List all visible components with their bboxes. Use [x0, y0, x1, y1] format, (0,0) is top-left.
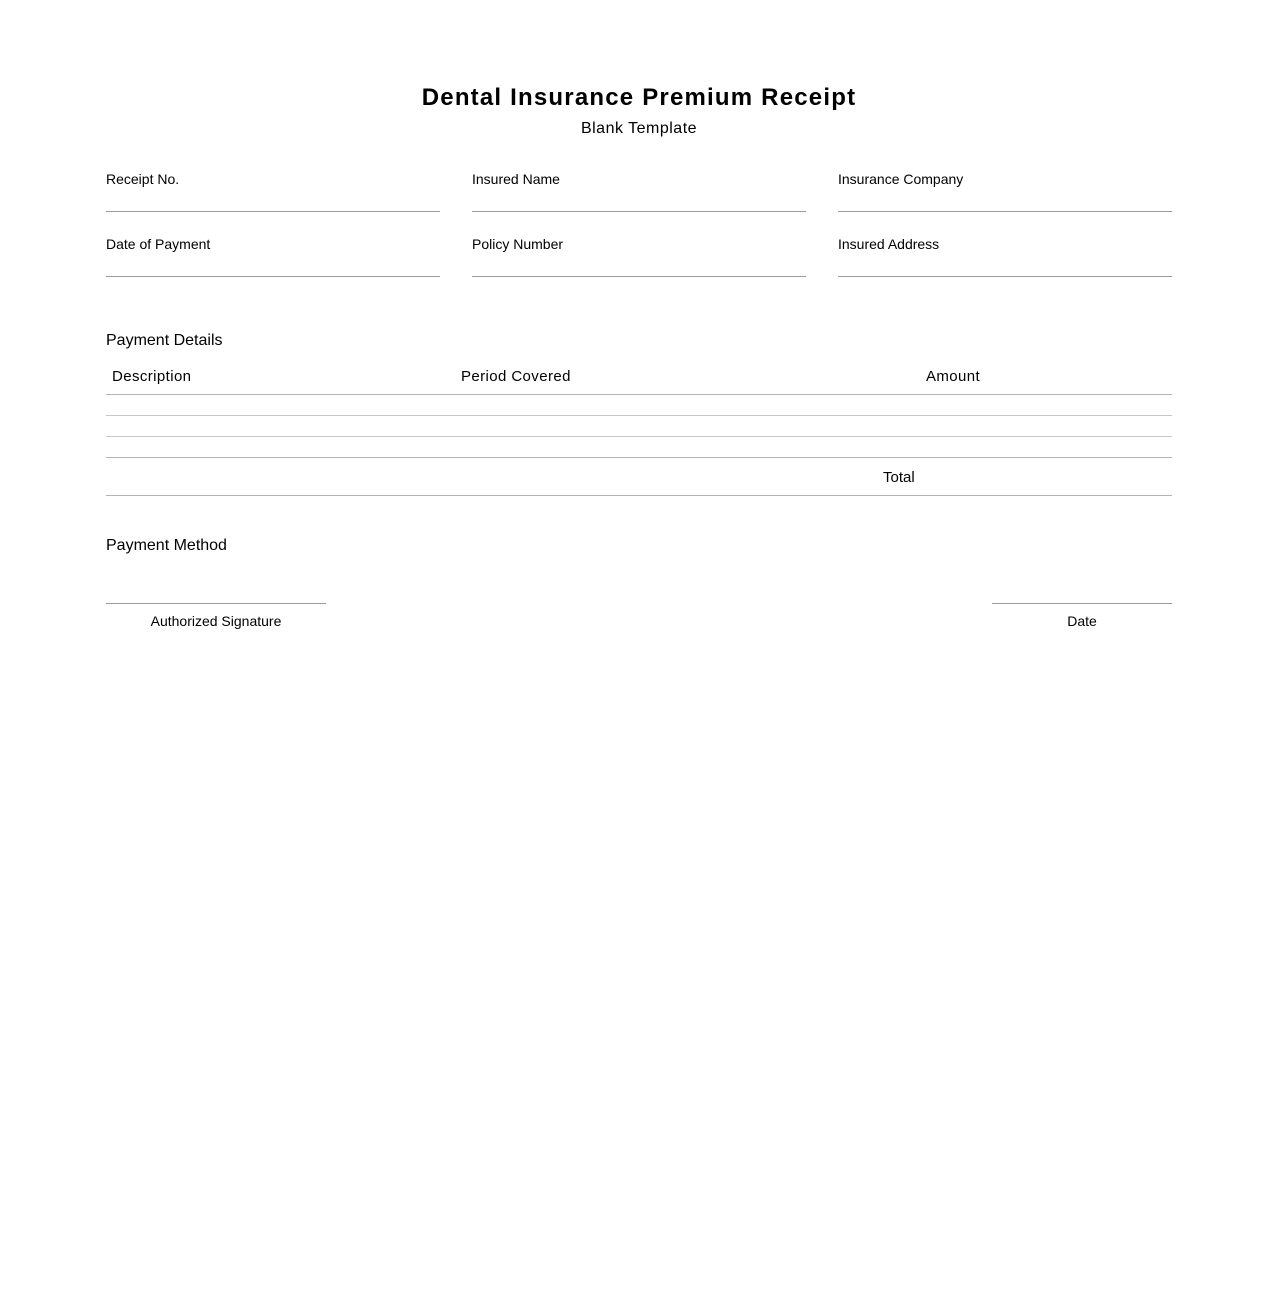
- insured-address-field[interactable]: [838, 235, 1172, 285]
- receipt-no-label: Receipt No.: [106, 171, 180, 187]
- authorized-signature-label: Authorized Signature: [150, 613, 282, 629]
- table-header-divider: [106, 394, 1172, 395]
- insured-address-label: Insured Address: [838, 236, 940, 252]
- insured-name-label: Insured Name: [472, 171, 560, 187]
- total-label: Total: [883, 469, 915, 486]
- insurance-company-input-line[interactable]: [838, 211, 1172, 212]
- authorized-signature-line[interactable]: [106, 603, 326, 604]
- insured-address-input-line[interactable]: [838, 276, 1172, 277]
- insured-name-field[interactable]: [472, 170, 806, 220]
- insurance-company-label: Insurance Company: [838, 171, 964, 187]
- policy-number-field[interactable]: [472, 235, 806, 285]
- receipt-no-field[interactable]: [106, 170, 440, 220]
- document-title: Dental Insurance Premium Receipt: [421, 84, 857, 111]
- total-row-divider: [106, 495, 1172, 496]
- policy-number-input-line[interactable]: [472, 276, 806, 277]
- table-row[interactable]: [106, 436, 1172, 437]
- policy-number-label: Policy Number: [472, 236, 564, 252]
- payment-details-heading: Payment Details: [106, 332, 223, 349]
- signature-date-label: Date: [1067, 613, 1097, 629]
- table-row[interactable]: [106, 415, 1172, 416]
- insurance-company-field[interactable]: [838, 170, 1172, 220]
- receipt-no-input-line[interactable]: [106, 211, 440, 212]
- date-of-payment-label: Date of Payment: [106, 236, 211, 252]
- table-row[interactable]: [106, 457, 1172, 458]
- payment-method-heading: Payment Method: [106, 537, 227, 554]
- column-header-period-covered: Period Covered: [461, 368, 571, 385]
- date-of-payment-field[interactable]: [106, 235, 440, 285]
- signature-date-line[interactable]: [992, 603, 1172, 604]
- insured-name-input-line[interactable]: [472, 211, 806, 212]
- column-header-amount: Amount: [926, 368, 981, 385]
- date-of-payment-input-line[interactable]: [106, 276, 440, 277]
- document-subtitle: Blank Template: [580, 120, 698, 137]
- column-header-description: Description: [112, 368, 192, 385]
